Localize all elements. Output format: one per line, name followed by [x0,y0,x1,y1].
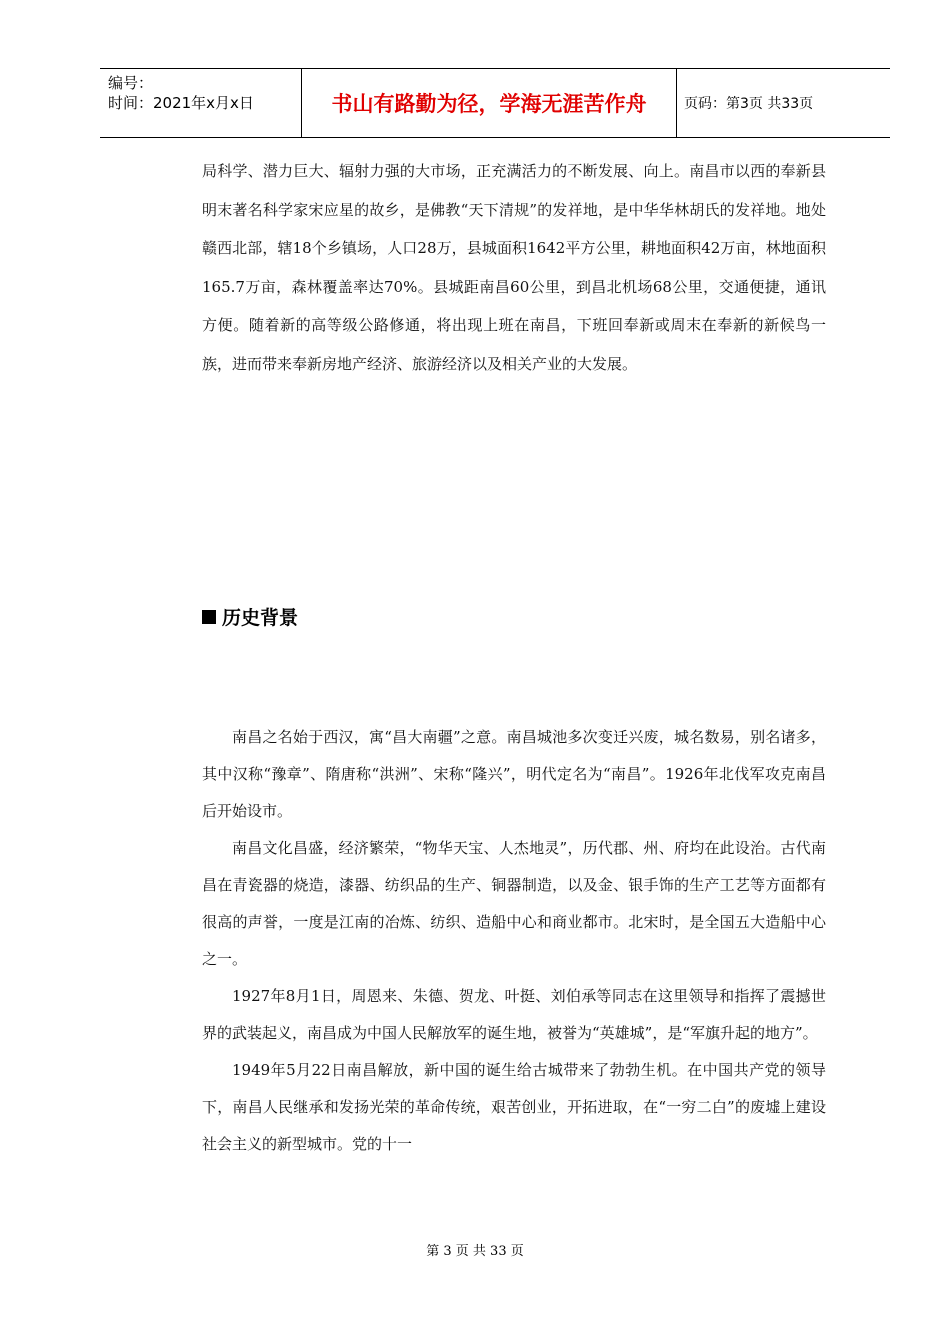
section-title: 历史背景 [222,607,299,629]
time-label: 时间：2021年x月x日 [108,94,254,112]
header-page-info: 页码：第3页 共33页 [684,96,814,112]
body-paragraph: 南昌文化昌盛，经济繁荣，“物华天宝、人杰地灵”，历代郡、州、府均在此设治。古代南昌在青瓷器的烧造，漆器、纺织品的生产、铜器制造，以及金、银手饰的生产工艺等方面都有很高的声誉，一度是江南的冶炼、纺织、造船中心和商业都市。北宋时，是全国五大造船中心之一。 [202,839,826,968]
section-body [202,719,826,1163]
number-label: 编号： [108,74,154,92]
header-motto: 书山有路勤为径，学海无涯苦作舟 [331,92,647,116]
page-footer: 第 3 页 共 33 页 [426,1244,524,1259]
section-heading [202,603,298,630]
page-header [100,68,890,138]
body-paragraph: 南昌之名始于西汉，寓“昌大南疆”之意。南昌城池多次变迁兴废，城名数易，别名诸多，其中汉称“豫章”、隋唐称“洪洲”、宋称“隆兴”，明代定名为“南昌”。1926年北伐军攻克南昌后开始设市。 [202,728,826,820]
header-divider [676,69,677,137]
body-paragraph: 1949年5月22日南昌解放，新中国的诞生给古城带来了勃勃生机。在中国共产党的领导下，南昌人民继承和发扬光荣的革命传统，艰苦创业，开拓进取，在“一穷二白”的废墟上建设社会主义的新型城市。党的十一 [202,1061,826,1153]
header-meta [108,73,254,113]
intro-paragraph-block [202,152,826,383]
square-bullet-icon [202,610,216,624]
intro-paragraph: 局科学、潜力巨大、辐射力强的大市场，正充满活力的不断发展、向上。南昌市以西的奉新县明末著名科学家宋应星的故乡，是佛教“天下清规”的发祥地，是中华华林胡氏的发祥地。地处赣西北部，辖18个乡镇场，人口28万，县城面积1642平方公里，耕地面积42万亩，林地面积165.7万亩，森林覆盖率达70%。县城距南昌60公里，到昌北机场68公里，交通便捷，通讯方便。随着新的高等级公路修通，将出现上班在南昌，下班回奉新或周末在奉新的新候鸟一族，进而带来奉新房地产经济、旅游经济以及相关产业的大发展。 [202,162,826,373]
body-paragraph: 1927年8月1日，周恩来、朱德、贺龙、叶挺、刘伯承等同志在这里领导和指挥了震撼世界的武装起义，南昌成为中国人民解放军的诞生地，被誉为“英雄城”，是“军旗升起的地方”。 [202,987,826,1042]
